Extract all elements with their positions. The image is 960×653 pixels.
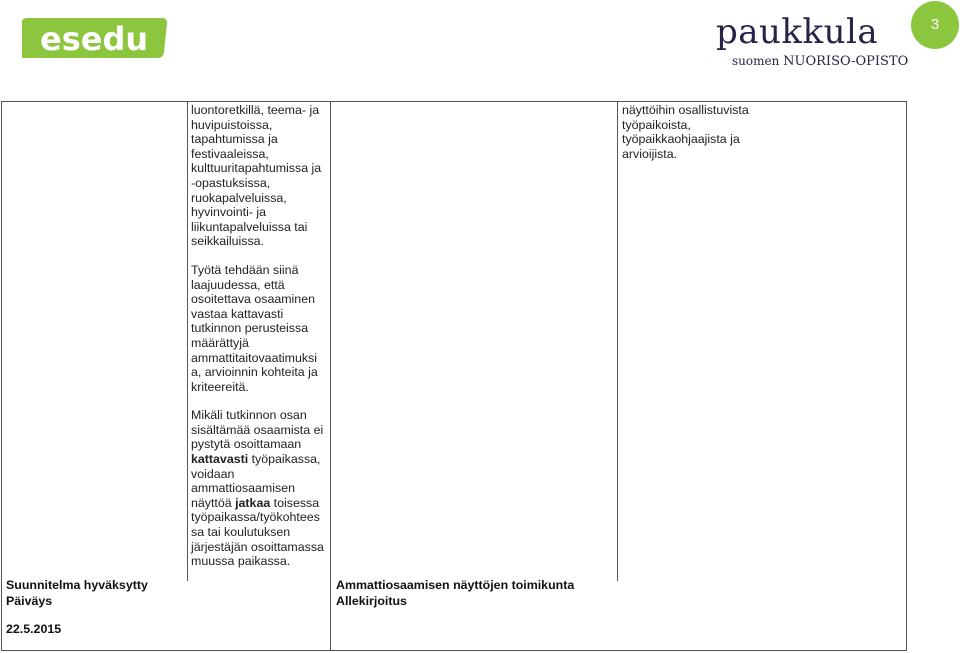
- col2-p3-text-2: työpaikassa, voidaan ammattiosaamisen näyttöä: [191, 452, 321, 510]
- col2-paragraph-1: luontoretkillä, teema- ja huvipuistoissa, tapahtumissa ja festivaaleissa, kulttuuritapahtumissa ja -opastuksissa, ruokapalveluissa, hyvinvointi- ja liikuntapalveluissa tai seikkailuissa.: [191, 103, 322, 249]
- signature-label: Allekirjoitus: [336, 594, 407, 608]
- committee-label: Ammattiosaamisen näyttöjen toimikunta: [336, 578, 575, 592]
- col2-paragraph-3: [191, 408, 327, 569]
- col2-p3-bold-2: jatkaa: [235, 495, 271, 510]
- table-cell-col4: [622, 103, 772, 161]
- date-label: Päiväys: [6, 594, 53, 608]
- esedu-logo: [22, 14, 172, 69]
- paukkula-logo-main: paukkula: [716, 12, 879, 52]
- table-border-right: [906, 101, 907, 651]
- paukkula-logo-sub-upper: NUORISO-OPISTO: [783, 54, 909, 69]
- page-number-badge: 3: [911, 1, 959, 49]
- paukkula-logo-sub-lower: suomen: [732, 54, 780, 68]
- col2-p3-bold-1: kattavasti: [191, 452, 249, 467]
- table-col-divider-1: [187, 101, 188, 581]
- table-border-top: [1, 101, 906, 102]
- approved-label: Suunnitelma hyväksytty: [6, 578, 148, 592]
- table-border-left: [1, 101, 2, 651]
- table-col-divider-2: [330, 101, 331, 651]
- paukkula-logo: [716, 12, 909, 69]
- col4-paragraph: näyttöihin osallistuvista työpaikoista, työpaikkaohjaajista ja arvioijista.: [622, 103, 749, 161]
- esedu-logo-text: esedu: [40, 20, 149, 58]
- col2-p3-text-3: toisessa työpaikassa/työkohtees sa tai koulutuksen järjestäjän osoittamassa muussa paikassa.: [191, 495, 324, 569]
- table-col-divider-3: [617, 101, 618, 581]
- table-cell-col2: [191, 103, 327, 569]
- col2-paragraph-2: Työtä tehdään siinä laajuudessa, että osoitettava osaaminen vastaa kattavasti tutkinnon perusteissa määrättyjä ammattitaitovaatimuksi a, arvioinnin kohteita ja kriteereitä.: [191, 262, 318, 394]
- esedu-logo-graphic: [22, 14, 172, 64]
- paukkula-logo-sub: [732, 54, 908, 69]
- table-border-bottom: [1, 650, 906, 651]
- col2-p3-text-1: Mikäli tutkinnon osan sisältämää osaamista ei pystytä osoittamaan: [191, 408, 324, 452]
- date-value: 22.5.2015: [6, 622, 62, 636]
